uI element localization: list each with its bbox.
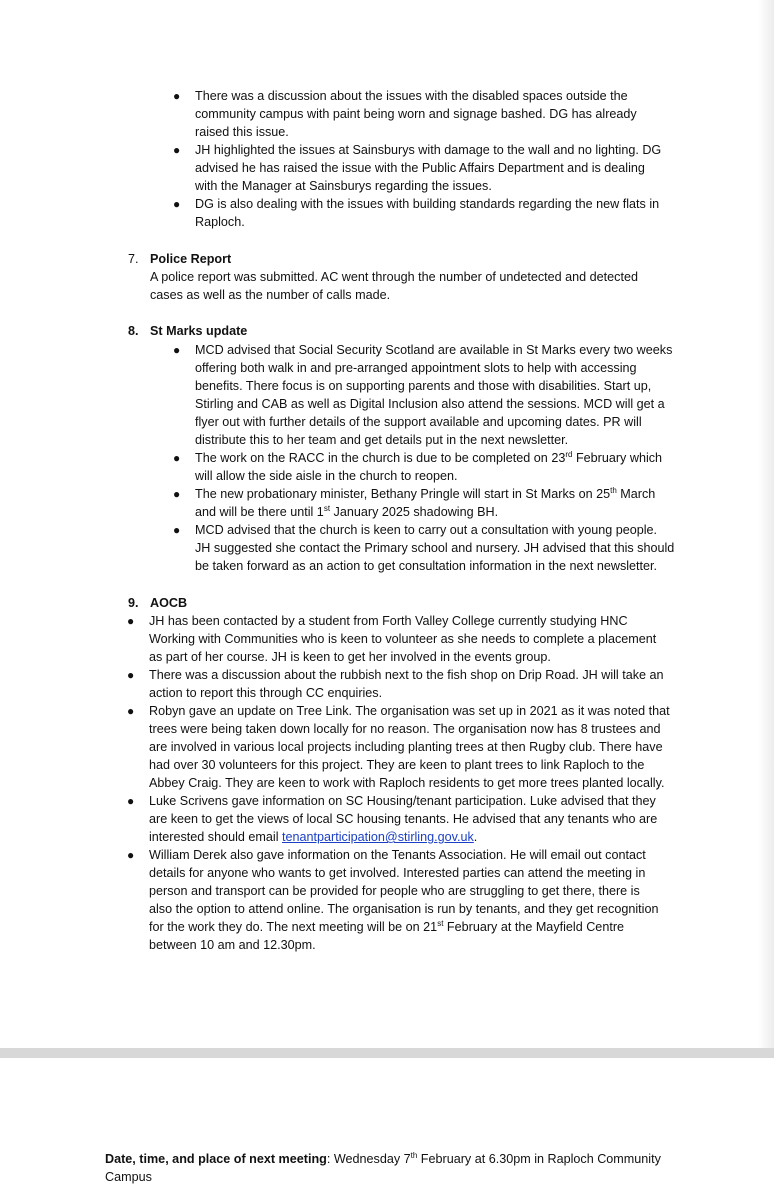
list-item	[127, 612, 729, 666]
top-bullet-list	[173, 87, 715, 231]
bullet-icon: ●	[173, 143, 181, 157]
text-line: Raploch.	[195, 215, 245, 229]
section-title: St Marks update	[150, 324, 248, 338]
text-line: distribute this to her team and get details put in the next newsletter.	[195, 433, 569, 447]
text-line: person and transport can be provided for people who are struggling to get there, there is	[149, 884, 640, 898]
bullet-icon: ●	[127, 704, 135, 718]
email-link[interactable]: tenantparticipation@stirling.gov.uk	[282, 830, 474, 844]
text-line: There was a discussion about the rubbish next to the fish shop on Drip Road. JH will take an	[149, 668, 664, 682]
bullet-icon: ●	[173, 197, 181, 211]
section-title: Police Report	[150, 252, 232, 266]
bullet-icon: ●	[173, 343, 181, 357]
text-line: details for anyone who wants to get involved. Interested parties can attend the meeting in	[149, 866, 646, 880]
text-line: The new probationary minister, Bethany Pringle will start in St Marks on 25th March	[195, 486, 656, 501]
list-item	[173, 449, 715, 485]
text-line: trees were being taken down locally for no reason. The organisation now has 8 trustees and	[149, 722, 661, 736]
section-number: 7.	[128, 252, 139, 266]
text-line: Abbey Craig. They are keen to work with Raploch residents to get more trees planted locally.	[149, 776, 665, 790]
text-line: DG is also dealing with the issues with building standards regarding the new flats in	[195, 197, 660, 211]
st-marks-bullet-list	[173, 341, 715, 575]
section-number: 8.	[128, 324, 139, 338]
aocb-bullet-list	[127, 612, 729, 954]
text-line: will allow the side aisle in the church to reopen.	[195, 469, 458, 483]
bullet-icon: ●	[127, 848, 135, 862]
text-line: Working with Communities who is keen to volunteer as she needs to complete a placement	[149, 632, 657, 646]
text-line: cases as well as the number of calls made.	[150, 288, 391, 302]
text-line: JH highlighted the issues at Sainsburys with damage to the wall and no lighting. DG	[195, 143, 662, 157]
text-line: had over 30 volunteers for this project. They are keen to plant trees to link Raploch to the	[149, 758, 645, 772]
text-line: JH has been contacted by a student from Forth Valley College currently studying HNC	[149, 614, 628, 628]
page-edge-shade	[758, 0, 774, 1048]
section-st-marks-update	[128, 322, 728, 340]
page-separator	[0, 1048, 774, 1058]
text-line: MCD advised that the church is keen to carry out a consultation with young people.	[195, 523, 658, 537]
text-line: between 10 am and 12.30pm.	[149, 938, 316, 952]
text-line: are involved in various local projects including planting trees at then Rugby club. There have	[149, 740, 663, 754]
list-item	[173, 485, 715, 521]
next-meeting-block	[105, 1150, 705, 1186]
list-item	[173, 521, 715, 575]
bullet-icon: ●	[127, 614, 135, 628]
section-aocb	[128, 594, 728, 612]
bullet-icon: ●	[173, 89, 181, 103]
text-line: with the Manager at Sainsburys regarding the issues.	[195, 179, 492, 193]
section-heading	[128, 594, 728, 612]
text-line: be taken forward as an action to get consultation information in the next newsletter.	[195, 559, 658, 573]
text-line: Campus	[105, 1170, 152, 1184]
text-line: benefits. There focus is on supporting parents and those with disabilities. Start up,	[195, 379, 652, 393]
text-line: JH suggested she contact the Primary school and nursery. JH advised that this should	[195, 541, 675, 555]
bullet-icon: ●	[127, 668, 135, 682]
text-line: There was a discussion about the issues with the disabled spaces outside the	[195, 89, 628, 103]
list-item	[173, 87, 715, 141]
text-line: community campus with paint being worn and signage bashed. DG has already	[195, 107, 637, 121]
text-line: advised he has raised the issue with the Public Affairs Department and is dealing	[195, 161, 645, 175]
text-line: William Derek also gave information on the Tenants Association. He will email out contact	[149, 848, 646, 862]
bullet-icon: ●	[173, 451, 181, 465]
text-line: interested should email tenantparticipation@stirling.gov.uk.	[149, 830, 478, 844]
section-heading	[128, 322, 728, 340]
bullet-icon: ●	[127, 794, 135, 808]
list-item	[173, 141, 715, 195]
list-item	[173, 341, 715, 449]
text-line: action to report this through CC enquiries.	[149, 686, 383, 700]
text-line: A police report was submitted. AC went through the number of undetected and detected	[150, 270, 638, 284]
text-line: Luke Scrivens gave information on SC Housing/tenant participation. Luke advised that they	[149, 794, 656, 808]
section-number: 9.	[128, 596, 139, 610]
text-line: for the work they do. The next meeting will be on 21st February at the Mayfield Centre	[149, 919, 625, 934]
bullet-icon: ●	[173, 487, 181, 501]
text-line: offering both walk in and pre-arranged appointment slots to help with accessing	[195, 361, 637, 375]
list-item	[173, 195, 715, 231]
text-line: raised this issue.	[195, 125, 289, 139]
text-line: Date, time, and place of next meeting: Wednesday 7th February at 6.30pm in Raploch Community	[105, 1151, 661, 1166]
section-police-report	[128, 250, 728, 304]
text-line: also the option to attend online. The organisation is run by tenants, and they get recognition	[149, 902, 659, 916]
section-heading	[128, 250, 728, 268]
text-line: MCD advised that Social Security Scotland are available in St Marks every two weeks	[195, 343, 673, 357]
section-title: AOCB	[150, 596, 188, 610]
text-line: and will be there until 1st January 2025 shadowing BH.	[195, 504, 499, 519]
text-line: Stirling and CAB as well as Digital Inclusion also attend the sessions. MCD will get a	[195, 397, 665, 411]
text-line: are keen to get the views of local SC housing tenants. He advised that any tenants who are	[149, 812, 658, 826]
list-item	[127, 666, 729, 702]
list-item	[127, 846, 729, 954]
text-line: Robyn gave an update on Tree Link. The organisation was set up in 2021 as it was noted that	[149, 704, 670, 718]
text-line: The work on the RACC in the church is due to be completed on 23rd February which	[195, 450, 663, 465]
list-item	[127, 702, 729, 792]
text-line: as part of her course. JH is keen to get her involved in the events group.	[149, 650, 551, 664]
document-page-2	[0, 1058, 774, 1200]
text-line: flyer out with further details of the support available and upcoming dates. PR will	[195, 415, 642, 429]
next-meeting-label: Date, time, and place of next meeting	[105, 1152, 327, 1166]
bullet-icon: ●	[173, 523, 181, 537]
list-item	[127, 792, 729, 846]
